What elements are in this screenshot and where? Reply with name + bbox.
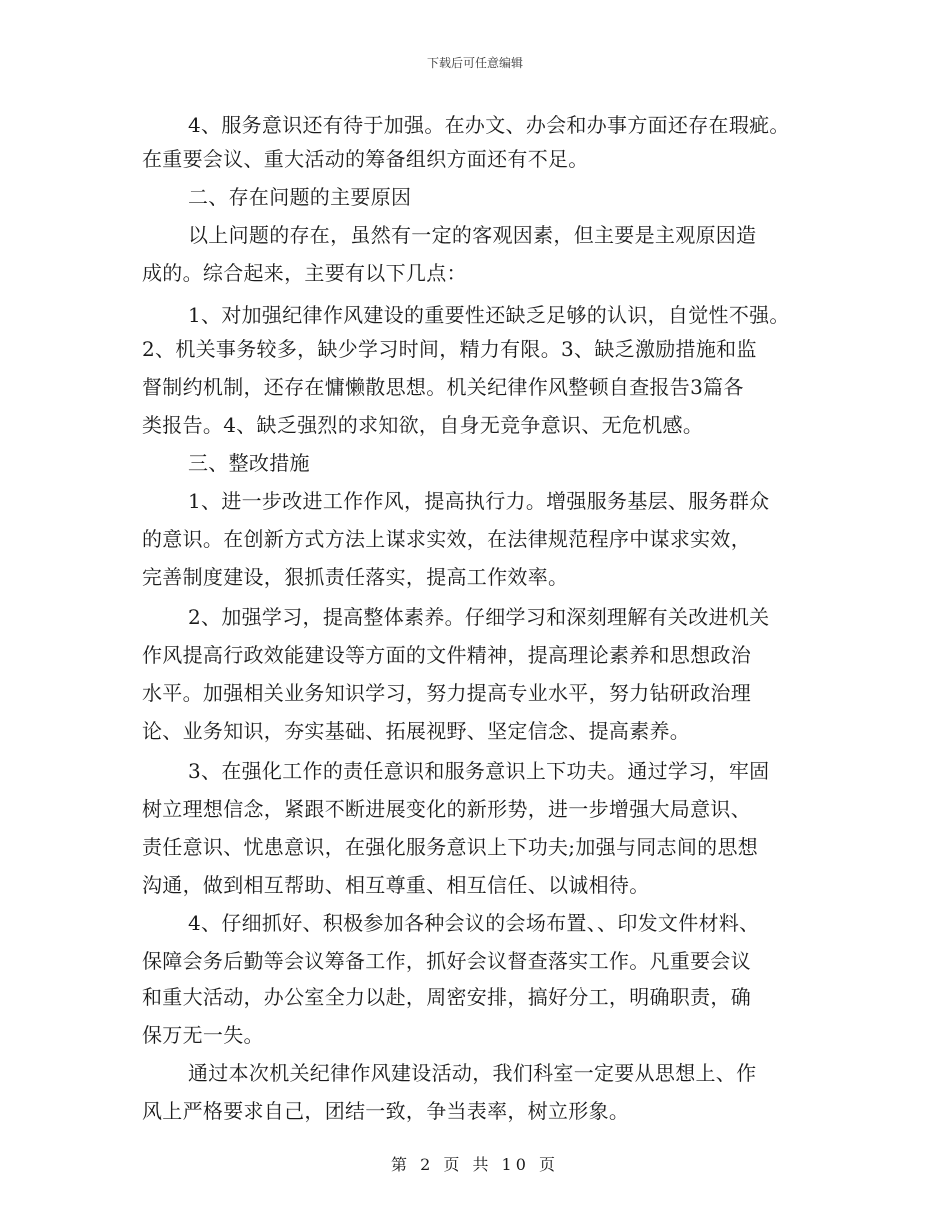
paragraph-line: 责任意识、忧患意识，在强化服务意识上下功夫;加强与同志间的思想 [142,835,759,859]
paragraph-line: 督制约机制，还存在慵懒散思想。机关纪律作风整顿自查报告3篇各 [142,375,744,399]
paragraph-line: 和重大活动，办公室全力以赴，周密安排，搞好分工，明确职责，确 [142,985,751,1009]
paragraph-line: 类报告。4、缺乏强烈的求知欲，自身无竞争意识、无危机感。 [142,413,704,437]
paragraph-line: 沟通，做到相互帮助、相互尊重、相互信任、以诚相待。 [142,873,650,897]
paragraph-first-line: 通过本次机关纪律作风建设活动，我们科室一定要从思想上、作 [188,1061,757,1085]
paragraph-line: 风上严格要求自己，团结一致，争当表率，树立形象。 [142,1099,630,1123]
paragraph-line: 的意识。在创新方式方法上谋求实效，在法律规范程序中谋求实效， [142,527,751,551]
paragraph-line: 成的。综合起来，主要有以下几点： [142,261,467,285]
paragraph-line: 树立理想信念，紧跟不断进展变化的新形势，进一步增强大局意识、 [142,797,751,821]
paragraph-first-line: 2、加强学习，提高整体素养。仔细学习和深刻理解有关改进机关 [188,605,770,629]
paragraph-line: 完善制度建设，狠抓责任落实，提高工作效率。 [142,565,569,589]
paragraph-first-line: 3、在强化工作的责任意识和服务意识上下功夫。通过学习，牢固 [188,759,770,783]
paragraph-first-line: 4、服务意识还有待于加强。在办文、办会和办事方面还存在瑕疵。 [188,113,790,137]
paragraph-line: 作风提高行政效能建设等方面的文件精神，提高理论素养和思想政治 [142,643,751,667]
paragraph-line: 在重要会议、重大活动的筹备组织方面还有不足。 [142,147,589,171]
paragraph-first-line: 1、进一步改进工作作风，提高执行力。增强服务基层、服务群众 [188,489,770,513]
paragraph-first-line: 4、仔细抓好、积极参加各种会议的会场布置、、印发文件材料、 [188,911,760,935]
paragraph-first-line: 1、对加强纪律作风建设的重要性还缺乏足够的认识，自觉性不强。 [188,303,790,327]
paragraph-first-line: 二、存在问题的主要原因 [188,185,412,209]
paragraph-line: 水平。加强相关业务知识学习，努力提高专业水平，努力钻研政治理 [142,681,751,705]
paragraph-first-line: 三、整改措施 [188,451,310,475]
paragraph-line: 保万无一失。 [142,1023,264,1047]
paragraph-line: 保障会务后勤等会议筹备工作，抓好会议督查落实工作。凡重要会议 [142,949,751,973]
paragraph-line: 2、机关事务较多，缺少学习时间，精力有限。3、缺乏激励措施和监 [142,337,757,361]
page-footer: 第 2 页 共 10 页 [391,1155,559,1174]
paragraph-line: 论、业务知识，夯实基础、拓展视野、坚定信念、提高素养。 [142,719,691,743]
page-header: 下载后可任意编辑 [426,56,523,70]
paragraph-first-line: 以上问题的存在，虽然有一定的客观因素，但主要是主观原因造 [188,223,757,247]
